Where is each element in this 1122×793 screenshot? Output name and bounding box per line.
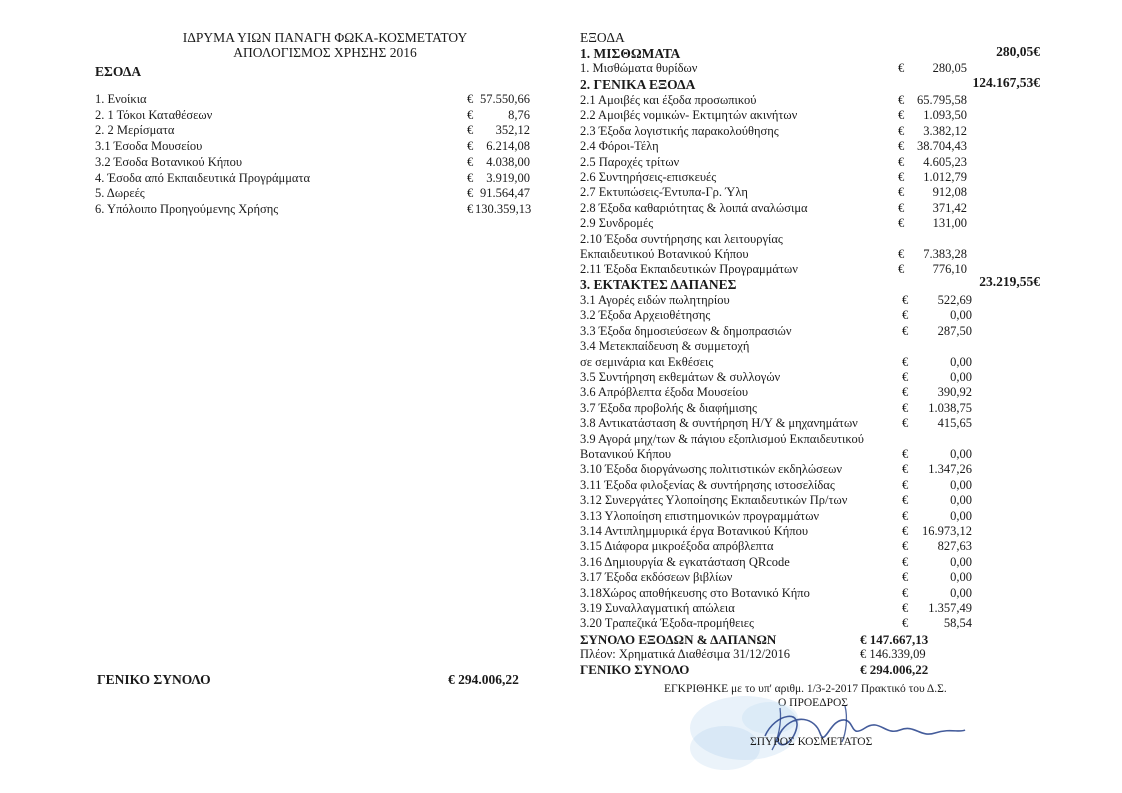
table-row: [95, 92, 535, 107]
row-amount: 0,00: [950, 508, 972, 523]
row-amount: 415,65: [937, 416, 972, 431]
row-amount: 57.550,66: [480, 92, 530, 106]
table-row: [580, 61, 980, 76]
euro-sign: €: [902, 601, 909, 615]
euro-sign: €: [467, 92, 474, 106]
euro-sign: €: [902, 585, 909, 600]
row-label: 3.16 Δημιουργία & εγκατάσταση QRcode: [580, 554, 790, 569]
total-row: [580, 662, 980, 677]
row-label: 3.1 Έσοδα Μουσείου: [95, 139, 203, 154]
row-label: 3.2 Έξοδα Αρχειοθέτησης: [580, 308, 711, 323]
row-label: 3.15 Διάφορα μικροέξοδα απρόβλεπτα: [580, 539, 774, 554]
table-row: [580, 262, 980, 277]
euro-sign: €: [902, 508, 909, 523]
table-row: [580, 93, 980, 108]
table-row: [95, 108, 535, 123]
table-row: [580, 570, 990, 585]
table-row: [580, 308, 990, 323]
table-row: [95, 123, 535, 138]
table-row: [580, 385, 990, 400]
row-label: 3.4 Μετεκπαίδευση & συμμετοχή: [580, 339, 750, 354]
org-title: ΙΔΡΥΜΑ ΥΙΩΝ ΠΑΝΑΓΗ ΦΩΚΑ-ΚΟΣΜΕΤΑΤΟΥ: [182, 30, 468, 45]
row-amount: 1.012,79: [923, 170, 967, 184]
row-label: 2.2 Αμοιβές νομικών- Εκτιμητών ακινήτων: [580, 108, 798, 123]
table-row: [580, 324, 990, 339]
sec2-title: 2. ΓΕΝΙΚΑ ΕΞΟΔΑ: [580, 77, 696, 92]
row-amount: 287,50: [937, 323, 972, 338]
row-label: Βοτανικού Κήπου: [580, 447, 672, 461]
euro-sign: €: [898, 108, 905, 123]
row-amount: 3.919,00: [486, 170, 530, 185]
income-title: ΕΣΟΔΑ: [95, 64, 142, 79]
row-label: 1. Μισθώματα θυρίδων: [580, 61, 698, 75]
row-label: 2.3 Έξοδα λογιστικής παρακολούθησης: [580, 123, 779, 138]
table-row: [580, 232, 980, 247]
report-subtitle: ΑΠΟΛΟΓΙΣΜΟΣ ΧΡΗΣΗΣ 2016: [233, 45, 417, 60]
row-amount: 91.564,47: [480, 186, 530, 201]
euro-sign: €: [898, 123, 905, 138]
euro-sign: €: [902, 524, 909, 538]
row-label: 2.4 Φόροι-Τέλη: [580, 139, 659, 154]
row-amount: 131,00: [932, 216, 967, 231]
euro-sign: €: [467, 107, 474, 122]
euro-sign: €: [898, 139, 905, 154]
euro-sign: €: [467, 201, 474, 216]
row-amount: 0,00: [950, 370, 972, 384]
row-amount: 0,00: [950, 554, 972, 569]
table-row: [580, 124, 980, 139]
total-amount: € 146.339,09: [860, 647, 926, 661]
stamp-smudge: [690, 696, 800, 770]
euro-sign: €: [902, 370, 909, 384]
euro-sign: €: [902, 462, 909, 477]
row-amount: 4.038,00: [486, 154, 530, 169]
row-label: 3.19 Συναλλαγματική απώλεια: [580, 601, 735, 615]
row-label: 2.5 Παροχές τρίτων: [580, 154, 680, 169]
row-amount: 0,00: [950, 585, 972, 600]
euro-sign: €: [902, 400, 909, 415]
table-row: [580, 586, 990, 601]
row-amount: 0,00: [950, 477, 972, 492]
total-amount: € 294.006,22: [860, 662, 929, 677]
row-amount: 827,63: [937, 539, 972, 554]
table-row: [580, 493, 990, 508]
row-amount: 16.973,12: [922, 524, 972, 538]
euro-sign: €: [902, 539, 909, 554]
table-row: [580, 155, 980, 170]
row-amount: 280,05: [932, 61, 967, 75]
euro-sign: €: [898, 170, 905, 184]
sec2-total: 124.167,53€: [972, 75, 1040, 90]
table-row: [95, 155, 535, 170]
table-row: [580, 339, 990, 354]
total-label: Πλέον: Χρηματικά Διαθέσιμα 31/12/2016: [580, 647, 791, 661]
table-row: [580, 216, 980, 231]
table-row: [580, 201, 980, 216]
total-amount: € 147.667,13: [860, 632, 929, 647]
row-amount: 3.382,12: [923, 123, 967, 138]
row-amount: 0,00: [950, 493, 972, 508]
euro-sign: €: [898, 185, 905, 200]
row-label: 5. Δωρεές: [95, 186, 145, 201]
sec3-title: 3. ΕΚΤΑΚΤΕΣ ΔΑΠΑΝΕΣ: [580, 277, 737, 292]
euro-sign: €: [902, 570, 909, 585]
table-row: [580, 478, 990, 493]
row-label: 6. Υπόλοιπο Προηγούμενης Χρήσης: [95, 201, 279, 216]
euro-sign: €: [902, 323, 909, 338]
row-label: 3.10 Έξοδα διοργάνωσης πολιτιστικών εκδηλώσεων: [580, 462, 843, 477]
euro-sign: €: [902, 354, 909, 369]
row-label: 3.5 Συντήρηση εκθεμάτων & συλλογών: [580, 370, 781, 384]
row-label: 2.7 Εκτυπώσεις-Έντυπα-Γρ. Ύλη: [580, 185, 748, 200]
table-row: [580, 370, 990, 385]
row-label: 3.1 Αγορές ειδών πωλητηρίου: [580, 293, 730, 307]
table-row: [580, 555, 990, 570]
table-row: [580, 462, 990, 477]
row-amount: 4.605,23: [923, 154, 967, 169]
row-label: σε σεμινάρια και Εκθέσεις: [580, 354, 714, 369]
row-label: 2.11 Έξοδα Εκπαιδευτικών Προγραμμάτων: [580, 262, 798, 277]
table-row: [95, 202, 535, 217]
row-label: 2.10 Έξοδα συντήρησης και λειτουργίας: [580, 231, 783, 246]
row-label: 3.6 Απρόβλεπτα έξοδα Μουσείου: [580, 385, 749, 400]
table-row: [580, 601, 990, 616]
row-amount: 1.093,50: [923, 108, 967, 123]
row-label: 1. Ενοίκια: [95, 92, 147, 106]
row-label: 3.13 Υλοποίηση επιστημονικών προγραμμάτων: [580, 508, 820, 523]
total-row: [580, 632, 980, 647]
euro-sign: €: [898, 247, 905, 261]
table-row: [580, 247, 980, 262]
row-label: 3.17 Έξοδα εκδόσεων βιβλίων: [580, 570, 733, 585]
row-label: 3.7 Έξοδα προβολής & διαφήμισης: [580, 400, 758, 415]
table-row: [580, 539, 990, 554]
row-label: 2. 2 Μερίσματα: [95, 123, 175, 138]
table-row: [580, 293, 990, 308]
euro-sign: €: [902, 554, 909, 569]
table-row: [580, 401, 990, 416]
row-amount: 0,00: [950, 570, 972, 585]
table-row: [580, 447, 990, 462]
table-row: [580, 432, 990, 447]
table-row: [580, 139, 980, 154]
row-amount: 0,00: [950, 447, 972, 461]
table-row: [95, 139, 535, 154]
total-label: ΣΥΝΟΛΟ ΕΞΟΔΩΝ & ΔΑΠΑΝΩΝ: [580, 632, 777, 647]
row-amount: 7.383,28: [923, 247, 967, 261]
row-label: 3.14 Αντιπλημμυρικά έργα Βοτανικού Κήπου: [580, 524, 809, 538]
row-amount: 38.704,43: [917, 139, 967, 154]
row-label: 3.12 Συνεργάτες Υλοποίησης Εκπαιδευτικών Πρ/των: [580, 493, 848, 508]
row-amount: 352,12: [495, 123, 530, 138]
euro-sign: €: [467, 154, 474, 169]
approval-role: Ο ΠΡΟΕΔΡΟΣ: [778, 697, 848, 709]
sec1-title: 1. ΜΙΣΘΩΜΑΤΑ: [580, 46, 681, 61]
row-label: 3.2 Έσοδα Βοτανικού Κήπου: [95, 154, 243, 169]
table-row: [95, 171, 535, 186]
row-label: 4. Έσοδα από Εκπαιδευτικά Προγράμματα: [95, 170, 311, 185]
income-grand-total-amount: € 294.006,22: [448, 672, 519, 687]
row-label: 3.20 Τραπεζικά Έξοδα-προμήθειες: [580, 616, 754, 631]
row-label: Εκπαιδευτικού Βοτανικού Κήπου: [580, 247, 749, 261]
euro-sign: €: [898, 61, 905, 75]
row-amount: 58,54: [943, 616, 972, 631]
row-label: 2.8 Έξοδα καθαριότητας & λοιπά αναλώσιμα: [580, 200, 808, 215]
euro-sign: €: [902, 616, 909, 631]
sec3-total: 23.219,55€: [979, 274, 1040, 289]
sec1-total: 280,05€: [996, 44, 1040, 59]
row-amount: 1.038,75: [928, 400, 972, 415]
row-label: 2. 1 Τόκοι Καταθέσεων: [95, 107, 213, 122]
row-amount: 130.359,13: [475, 201, 532, 216]
table-row: [580, 416, 990, 431]
euro-sign: €: [898, 262, 905, 277]
row-amount: 0,00: [950, 308, 972, 323]
table-row: [580, 509, 990, 524]
approval-text: ΕΓΚΡΙΘΗΚΕ με το υπ' αριθμ. 1/3-2-2017 Πρακτικό του Δ.Σ.: [664, 683, 947, 695]
income-grand-total-label: ΓΕΝΙΚΟ ΣΥΝΟΛΟ: [97, 672, 211, 687]
table-row: [95, 186, 535, 201]
table-row: [580, 170, 980, 185]
row-amount: 1.347,26: [928, 462, 972, 477]
euro-sign: €: [898, 216, 905, 231]
euro-sign: €: [902, 308, 909, 323]
euro-sign: €: [467, 123, 474, 138]
row-amount: 8,76: [508, 107, 530, 122]
row-amount: 371,42: [932, 200, 967, 215]
row-amount: 6.214,08: [486, 139, 530, 154]
table-row: [580, 616, 990, 631]
euro-sign: €: [902, 447, 909, 461]
row-amount: 390,92: [937, 385, 972, 400]
table-row: [580, 108, 980, 123]
euro-sign: €: [898, 93, 905, 107]
row-amount: 0,00: [950, 354, 972, 369]
row-amount: 1.357,49: [928, 601, 972, 615]
euro-sign: €: [467, 139, 474, 154]
row-amount: 522,69: [937, 293, 972, 307]
row-label: 3.8 Αντικατάσταση & συντήρηση Η/Υ & μηχανημάτων: [580, 416, 858, 431]
euro-sign: €: [902, 493, 909, 508]
expenses-title: ΕΞΟΔΑ: [580, 30, 625, 45]
row-label: 2.9 Συνδρομές: [580, 216, 654, 231]
euro-sign: €: [898, 154, 905, 169]
row-label: 2.1 Αμοιβές και έξοδα προσωπικού: [580, 93, 757, 107]
table-row: [580, 185, 980, 200]
euro-sign: €: [467, 186, 474, 201]
row-label: 2.6 Συντηρήσεις-επισκευές: [580, 170, 717, 184]
total-row: [580, 647, 980, 662]
euro-sign: €: [902, 416, 909, 431]
row-amount: 776,10: [932, 262, 967, 277]
total-label: ΓΕΝΙΚΟ ΣΥΝΟΛΟ: [580, 662, 690, 677]
euro-sign: €: [902, 477, 909, 492]
row-label: 3.3 Έξοδα δημοσιεύσεων & δημοπρασιών: [580, 323, 792, 338]
row-label: 3.11 Έξοδα φιλοξενίας & συντήρησης ιστοσελίδας: [580, 477, 835, 492]
table-row: [580, 524, 990, 539]
euro-sign: €: [902, 385, 909, 400]
euro-sign: €: [902, 293, 909, 307]
euro-sign: €: [467, 170, 474, 185]
row-amount: 912,08: [932, 185, 967, 200]
euro-sign: €: [898, 200, 905, 215]
row-label: 3.18Χώρος αποθήκευσης στο Βοτανικό Κήπο: [580, 585, 810, 600]
table-row: [580, 355, 990, 370]
row-label: 3.9 Αγορά μηχ/των & πάγιου εξοπλισμού Εκπαιδευτικού: [580, 431, 864, 446]
signature-stamp: [670, 678, 970, 788]
signatory-name: ΣΠΥΡΟΣ ΚΟΣΜΕΤΑΤΟΣ: [750, 736, 873, 748]
row-amount: 65.795,58: [917, 93, 967, 107]
